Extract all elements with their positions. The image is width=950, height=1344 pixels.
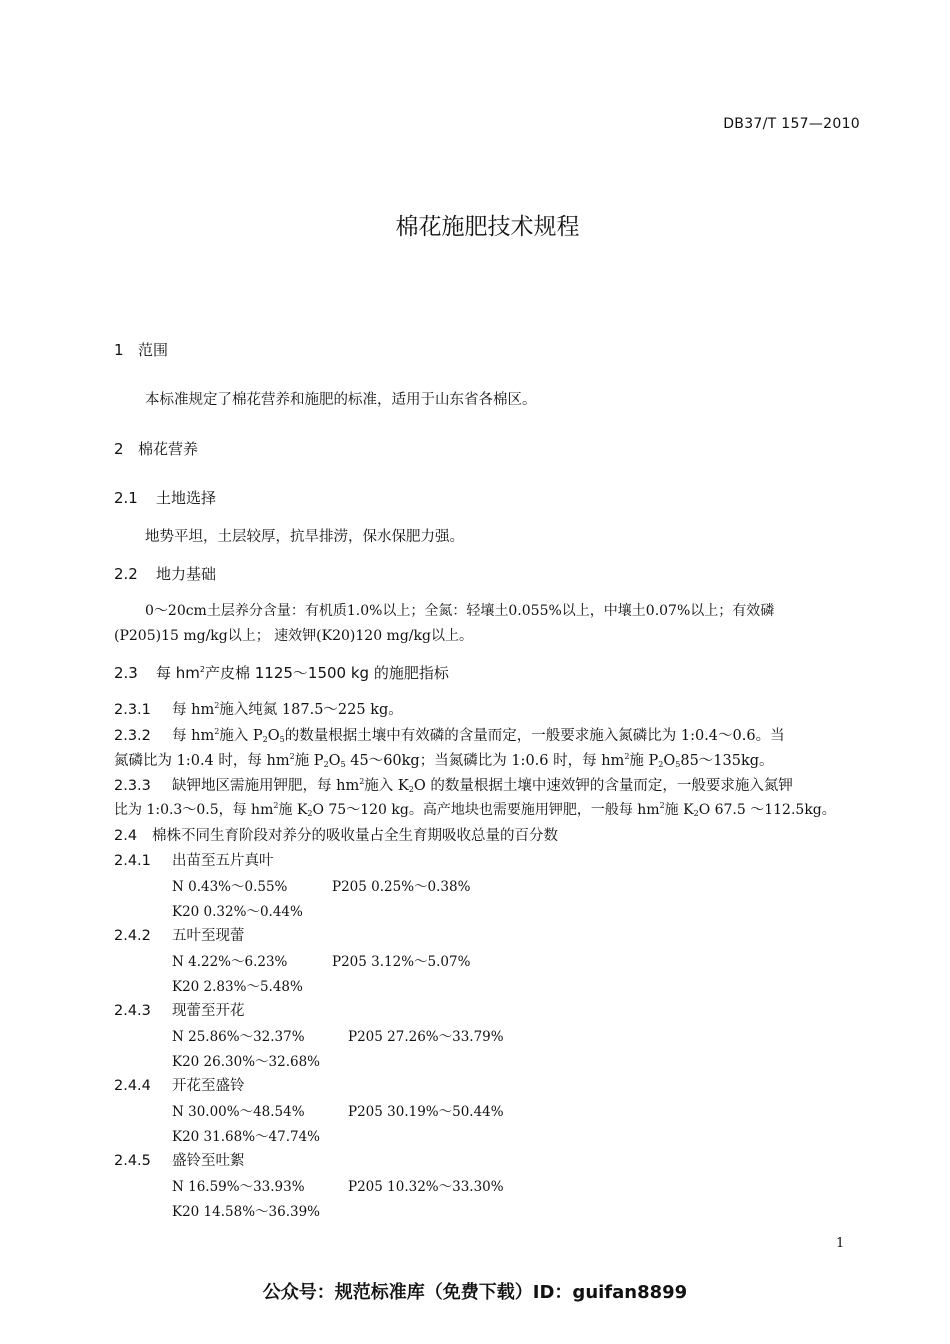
nitrogen-range: N 25.86%～32.37% — [172, 1029, 305, 1045]
stage-heading — [114, 999, 245, 1020]
text: 45～60kg；当氮磷比为 1:0.6 时，每 hm — [345, 753, 625, 769]
section-number: 2.2 — [114, 565, 138, 583]
phosphorus-range: P205 0.25%～0.38% — [332, 879, 471, 895]
text: 85～135kg。 — [680, 753, 774, 769]
section-title: 棉花营养 — [138, 440, 199, 458]
potassium-range: K20 26.30%～32.68% — [172, 1054, 321, 1070]
clause-number: 2.4.3 — [114, 1003, 151, 1019]
section-title: 地力基础 — [156, 565, 217, 583]
section-1-heading — [114, 339, 168, 360]
section-number: 2.1 — [114, 489, 138, 507]
potassium-range: K20 31.68%～47.74% — [172, 1129, 321, 1145]
text: 施 P — [629, 753, 659, 769]
section-number: 2.4 — [114, 828, 138, 844]
stage-heading — [114, 924, 245, 945]
text: 每 hm — [172, 728, 215, 744]
section-2-2-line-1: 0～20cm土层养分含量：有机质1.0%以上；全氮：轻壤土0.055%以上，中壤土0.07%以上；有效磷 — [145, 603, 775, 619]
text: O 75～120 kg。高产地块也需要施用钾肥，一般每 hm — [312, 802, 660, 818]
subscript: 2 — [693, 809, 699, 818]
potassium-range: K20 14.58%～36.39% — [172, 1204, 321, 1220]
superscript: 2 — [289, 752, 295, 761]
section-number: 2 — [114, 440, 124, 458]
phosphorus-range: P205 27.26%～33.79% — [348, 1029, 504, 1045]
subscript: 2 — [307, 809, 313, 818]
stage-name: 出苗至五片真叶 — [172, 853, 274, 869]
stage-heading — [114, 1074, 245, 1095]
superscript: 2 — [659, 801, 665, 810]
footer-watermark-text: 公众号：规范标准库（免费下载）ID：guifan8899 — [262, 1282, 688, 1303]
section-2-heading — [114, 438, 198, 459]
title-part: 产皮棉 1125～1500 kg 的施肥指标 — [204, 664, 449, 682]
clause-number: 2.4.4 — [114, 1078, 151, 1094]
phosphorus-range: P205 30.19%～50.44% — [348, 1104, 504, 1120]
text: O 的数量根据土壤中速效钾的含量而定，一般要求施入氮钾 — [413, 778, 793, 794]
stage-name: 开花至盛铃 — [172, 1078, 245, 1094]
subscript: 2 — [408, 785, 414, 794]
clause-2-3-3-line-1 — [114, 774, 793, 795]
text: 比为 1:0.3～0.5，每 hm — [114, 802, 274, 818]
nitrogen-range: N 0.43%～0.55% — [172, 879, 288, 895]
subscript: 2 — [658, 760, 664, 769]
subscript: 2 — [262, 735, 268, 744]
superscript: 2 — [214, 701, 220, 710]
text: 施入 K — [364, 778, 409, 794]
nitrogen-range: N 16.59%～33.93% — [172, 1179, 305, 1195]
clause-2-3-3-line-2 — [114, 799, 836, 819]
title-part: 每 hm — [156, 664, 200, 682]
section-title: 范围 — [138, 341, 169, 359]
superscript: 2 — [624, 752, 630, 761]
standard-code: DB37/T 157—2010 — [723, 116, 860, 132]
clause-2-3-1 — [114, 698, 403, 719]
stage-heading — [114, 1149, 245, 1170]
superscript: 2 — [214, 727, 220, 736]
clause-number: 2.3.2 — [114, 728, 151, 744]
clause-number: 2.3.3 — [114, 778, 151, 794]
section-2-1-text: 地势平坦，土层较厚，抗旱排涝，保水保肥力强。 — [145, 529, 464, 545]
stage-n-p-row — [172, 1100, 504, 1120]
stage-name: 盛铃至吐絮 — [172, 1153, 245, 1169]
page-number: 1 — [836, 1236, 845, 1251]
text: 施入纯氮 187.5～225 kg。 — [219, 702, 403, 718]
subscript: 5 — [675, 760, 681, 769]
potassium-range: K20 2.83%～5.48% — [172, 979, 303, 995]
text: 施 P — [294, 753, 324, 769]
stage-name: 五叶至现蕾 — [172, 928, 245, 944]
stage-name: 现蕾至开花 — [172, 1003, 245, 1019]
section-2-2-line-2: (P205)15 mg/kg以上； 速效钾(K20)120 mg/kg以上。 — [114, 628, 473, 644]
section-1-text: 本标准规定了棉花营养和施肥的标准，适用于山东省各棉区。 — [145, 392, 537, 408]
document-title: 棉花施肥技术规程 — [395, 214, 580, 240]
text: 施 K — [278, 802, 308, 818]
nitrogen-range: N 4.22%～6.23% — [172, 954, 288, 970]
potassium-range: K20 0.32%～0.44% — [172, 904, 303, 920]
clause-2-3-2-line-2 — [114, 749, 774, 770]
text: 施入 P — [219, 728, 263, 744]
subscript: 5 — [340, 760, 346, 769]
subscript: 5 — [279, 735, 285, 744]
text: 施 K — [664, 802, 694, 818]
section-number: 1 — [114, 341, 124, 359]
section-2-2-heading — [114, 563, 216, 584]
stage-heading — [114, 849, 274, 870]
clause-number: 2.4.2 — [114, 928, 151, 944]
section-title: 棉株不同生育阶段对养分的吸收量占全生育期吸收总量的百分数 — [152, 828, 558, 844]
text: O 67.5 ～112.5kg。 — [698, 802, 836, 818]
superscript: 2 — [199, 665, 205, 674]
section-2-3-heading — [114, 662, 449, 683]
section-title: 土地选择 — [156, 489, 217, 507]
text: 缺钾地区需施用钾肥，每 hm — [172, 778, 360, 794]
section-number: 2.3 — [114, 664, 138, 682]
superscript: 2 — [359, 777, 365, 786]
subscript: 2 — [323, 760, 329, 769]
text: O — [267, 728, 280, 744]
clause-number: 2.3.1 — [114, 702, 151, 718]
text: 的数量根据土壤中有效磷的含量而定，一般要求施入氮磷比为 1:0.4～0.6。当 — [284, 728, 785, 744]
phosphorus-range: P205 3.12%～5.07% — [332, 954, 471, 970]
superscript: 2 — [273, 801, 279, 810]
stage-n-p-row — [172, 1175, 504, 1195]
text: O — [663, 753, 676, 769]
clause-number: 2.4.1 — [114, 853, 151, 869]
stage-n-p-row — [172, 1025, 504, 1045]
clause-number: 2.4.5 — [114, 1153, 151, 1169]
section-2-1-heading — [114, 487, 216, 508]
text: 氮磷比为 1:0.4 时，每 hm — [114, 753, 290, 769]
stage-n-p-row — [172, 950, 470, 970]
text: 每 hm — [172, 702, 215, 718]
clause-2-3-2-line-1 — [114, 724, 785, 745]
phosphorus-range: P205 10.32%～33.30% — [348, 1179, 504, 1195]
section-2-4-heading — [114, 824, 558, 845]
stage-n-p-row — [172, 875, 470, 895]
nitrogen-range: N 30.00%～48.54% — [172, 1104, 305, 1120]
text: O — [328, 753, 341, 769]
